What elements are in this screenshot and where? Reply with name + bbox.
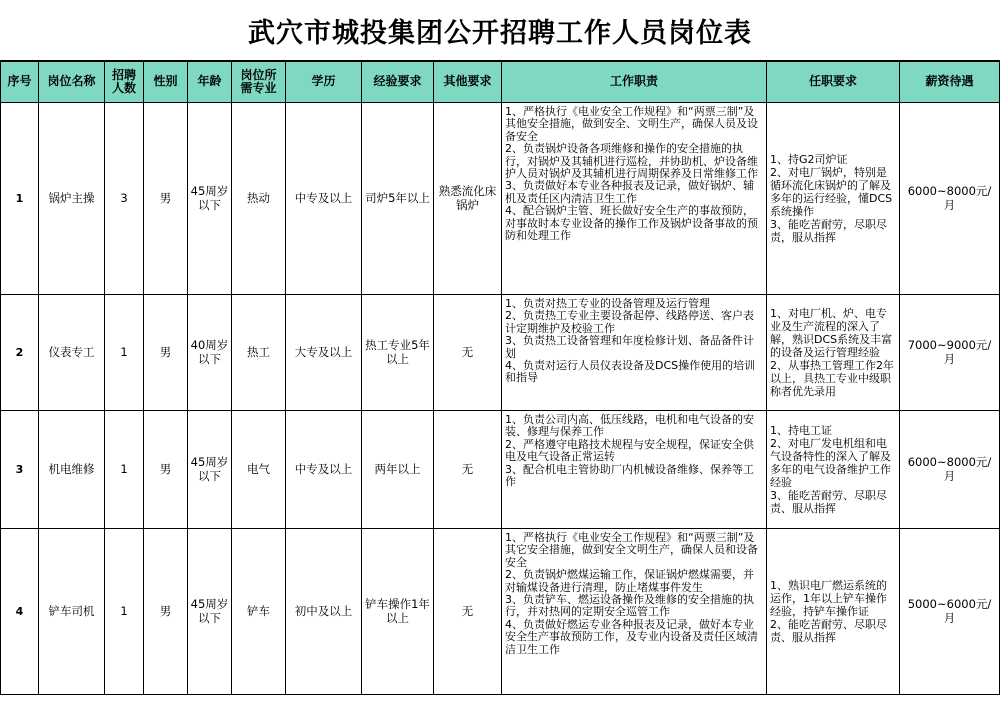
row-index: 3 [1, 411, 39, 529]
position-name: 铲车司机 [39, 529, 105, 695]
gender: 男 [144, 295, 188, 411]
salary: 6000~8000元/月 [900, 411, 1000, 529]
header-experience: 经验要求 [362, 62, 434, 103]
table-row [1, 103, 1000, 295]
age: 45周岁 以下 [188, 411, 232, 529]
position-name: 锅炉主操 [39, 103, 105, 295]
header-age: 年龄 [188, 62, 232, 103]
row-index: 1 [1, 103, 39, 295]
header-other: 其他要求 [434, 62, 502, 103]
requirements: 1、持G2司炉证 2、对电厂锅炉，特别是循环流化床锅炉的了解及多年的运行经验，懂DCS系统操作 3、能吃苦耐劳，尽职尽责，服从指挥 [767, 103, 900, 295]
hire-count: 3 [105, 103, 144, 295]
salary: 7000~9000元/月 [900, 295, 1000, 411]
duties: 1、负责对热工专业的设备管理及运行管理 2、负责热工专业主要设备起停、线路停送、客户表计定期维护及校验工作 3、负责热工设备管理和年度检修计划、备品备件计划 4、负责对运行人员仪表设备及DCS操作使用的培训和指导 [502, 295, 767, 411]
age: 45周岁 以下 [188, 529, 232, 695]
education: 初中及以上 [286, 529, 362, 695]
other-requirements: 无 [434, 295, 502, 411]
duties: 1、严格执行《电业安全工作规程》和“两票三制”及其他安全措施，做到安全、文明生产，确保人员及设备安全 2、负责锅炉设备各项维修和操作的安全措施的执行，对锅炉及其辅机进行巡检，并协助机、炉设备维护人员对锅炉及其辅机进行周期保养及日常维修工作 3、负责做好本专业各种报表及记录，做好锅炉、辅机及责任区内清洁卫生工作 4、配合锅炉主管、班长做好安全生产的事故预防，对事故时本专业设备的操作工作及锅炉设备事故的预防和处理工作 [502, 103, 767, 295]
page-title: 武穴市城投集团公开招聘工作人员岗位表 [0, 0, 1000, 61]
duties: 1、负责公司内高、低压线路，电机和电气设备的安装、修理与保养工作 2、严格遵守电路技术规程与安全规程，保证安全供电及电气设备正常运转 3、配合机电主管协助厂内机械设备维修、保养等工作 [502, 411, 767, 529]
job-table [0, 61, 1000, 695]
row-index: 2 [1, 295, 39, 411]
education: 大专及以上 [286, 295, 362, 411]
other-requirements: 无 [434, 411, 502, 529]
header-major: 岗位所 需专业 [232, 62, 286, 103]
requirements: 1、持电工证 2、对电厂发电机组和电气设备特性的深入了解及多年的电气设备维护工作经验 3、能吃苦耐劳、尽职尽责、服从指挥 [767, 411, 900, 529]
header-count: 招聘 人数 [105, 62, 144, 103]
major: 热动 [232, 103, 286, 295]
row-index: 4 [1, 529, 39, 695]
header-gender: 性别 [144, 62, 188, 103]
table-row [1, 295, 1000, 411]
header-index: 序号 [1, 62, 39, 103]
header-salary: 薪资待遇 [900, 62, 1000, 103]
requirements: 1、对电厂机、炉、电专业及生产流程的深入了解，熟识DCS系统及丰富的设备及运行管理经验 2、从事热工管理工作2年以上，具热工专业中级职称者优先录用 [767, 295, 900, 411]
hire-count: 1 [105, 529, 144, 695]
experience: 热工专业5年 以上 [362, 295, 434, 411]
header-education: 学历 [286, 62, 362, 103]
position-name: 仪表专工 [39, 295, 105, 411]
requirements: 1、熟识电厂燃运系统的运作，1年以上铲车操作经验，持铲车操作证 2、能吃苦耐劳、尽职尽责、服从指挥 [767, 529, 900, 695]
experience: 司炉5年以上 [362, 103, 434, 295]
salary: 6000~8000元/月 [900, 103, 1000, 295]
gender: 男 [144, 529, 188, 695]
education: 中专及以上 [286, 411, 362, 529]
experience: 铲车操作1年 以上 [362, 529, 434, 695]
hire-count: 1 [105, 295, 144, 411]
education: 中专及以上 [286, 103, 362, 295]
header-duties: 工作职责 [502, 62, 767, 103]
major: 电气 [232, 411, 286, 529]
header-position: 岗位名称 [39, 62, 105, 103]
major: 热工 [232, 295, 286, 411]
age: 40周岁 以下 [188, 295, 232, 411]
table-row [1, 411, 1000, 529]
table-row [1, 529, 1000, 695]
header-row [1, 62, 1000, 103]
experience: 两年以上 [362, 411, 434, 529]
salary: 5000~6000元/月 [900, 529, 1000, 695]
duties: 1、严格执行《电业安全工作规程》和“两票三制”及其它安全措施，做到安全文明生产，确保人员和设备安全 2、负责锅炉燃煤运输工作，保证锅炉燃煤需要，并对输煤设备进行清理，防止堵煤事件发生 3、负责铲车、燃运设备操作及维修的安全措施的执行，并对热网的定期安全巡管工作 4、负责做好燃运专业各种报表及记录，做好本专业安全生产事故预防工作，及专业内设备及责任区域清洁卫生工作 [502, 529, 767, 695]
hire-count: 1 [105, 411, 144, 529]
header-requirements: 任职要求 [767, 62, 900, 103]
other-requirements: 无 [434, 529, 502, 695]
position-name: 机电维修 [39, 411, 105, 529]
gender: 男 [144, 103, 188, 295]
other-requirements: 熟悉流化床 锅炉 [434, 103, 502, 295]
gender: 男 [144, 411, 188, 529]
major: 铲车 [232, 529, 286, 695]
age: 45周岁 以下 [188, 103, 232, 295]
